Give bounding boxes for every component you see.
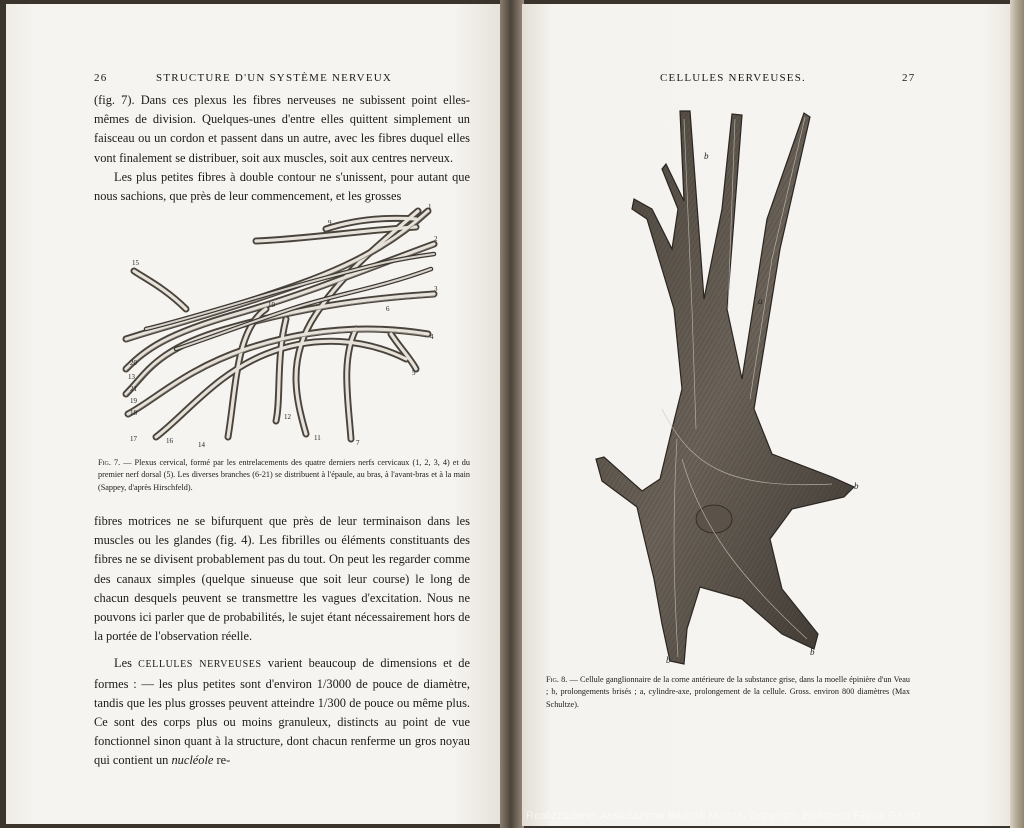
paragraph-4-start: Les <box>114 656 139 671</box>
fig7-label-9: 9 <box>328 219 332 227</box>
page-number-left: 26 <box>94 72 108 84</box>
fig8-label-b-top: b <box>704 151 709 161</box>
fig7-label-11: 11 <box>314 434 321 442</box>
fig7-label-4: 4 <box>430 333 434 341</box>
running-head-title-left: STRUCTURE D'UN SYSTÈME NERVEUX <box>156 72 393 84</box>
fig7-label-5: 5 <box>412 369 416 377</box>
fig7-label-12: 12 <box>284 413 291 421</box>
fig7-label-18: 18 <box>130 409 137 417</box>
fig8-label-b-bottom-left: b <box>666 655 671 665</box>
right-page <box>522 4 1012 826</box>
left-page <box>6 4 502 824</box>
figure-7-plexus <box>116 199 446 449</box>
figure-8-ganglion-cell <box>592 109 862 669</box>
paragraph-4-rest: varient beaucoup de dimensions et de formes : — les plus petites sont d'environ 1/3000 de pouce de diamètre, tandis que les plus grosses peuvent atteindre 1/300 de pouce ou même plus. Ce sont des corps plus ou moins granuleux, distincts au point de vue fonctionnel sinon quant à la structure, dont chacun renferme un gros noyau qui contient un <box>94 656 470 768</box>
fig8-label-b-bottom-right: b <box>810 647 815 657</box>
paragraph-4 <box>94 654 470 770</box>
paragraph-4-end: re- <box>213 753 231 768</box>
figure-7-caption-text: — Plexus cervical, formé par les entrelacements des quatre derniers nerfs cervicaux (1, 2, 3, 4) et du premier nerf dorsal (5). Les diverses branches (6-21) se distribuent à l'épaule, au bras, à l'avant-bras et à la main (Sappey, d'après Hirschfeld). <box>98 458 470 492</box>
figure-8-caption <box>546 674 910 711</box>
fig7-label-2: 2 <box>434 235 438 243</box>
paragraph-2: Les plus petites fibres à double contour ne s'unissent, pour autant que nous sachions, que près de leur commencement, et les grosses <box>94 169 470 204</box>
nerve-bundle <box>126 211 434 439</box>
figure-7-caption <box>98 457 470 494</box>
cell-body <box>596 111 854 664</box>
text-block-bottom <box>94 512 470 771</box>
fig7-label-14: 14 <box>198 441 205 449</box>
scan-credit-watermark: Realizzazione: Associazione Bibliofili Misinta. Copyright: Biblioteca Filippo Giunta <box>526 810 921 822</box>
fig7-label-21: 21 <box>130 385 137 393</box>
running-head-title-right: CELLULES NERVEUSES. <box>660 72 806 84</box>
book-gutter <box>500 0 524 828</box>
fig7-label-13: 13 <box>128 373 135 381</box>
paragraph-4-italic: nucléole <box>171 753 214 768</box>
text-block-top <box>94 91 470 206</box>
figure-8-caption-text: — Cellule ganglionnaire de la corne antérieure de la substance grise, dans la moelle épinière d'un Veau ; b, prolongements brisés ; a, cylindre-axe, prolongement de la cellule. Gross. environ 800 diamètres (Max Schultze). <box>546 675 910 709</box>
paragraph-4-smallcaps: CELLULES NERVEUSES <box>138 659 262 671</box>
fig8-label-b-right: b <box>854 481 859 491</box>
fig7-label-17: 17 <box>130 435 137 443</box>
paragraph-1: (fig. 7). Dans ces plexus les fibres nerveuses ne subissent point elles-mêmes de division. Quelques-unes d'entre elles quittent simplement un faisceau ou un cordon et passent dans un autre, avec les fibres duquel elles vont finalement se distribuer, soit aux muscles, soit aux centres nerveux. <box>94 93 470 165</box>
fig7-label-15: 15 <box>132 259 139 267</box>
fig7-label-10: 10 <box>268 301 275 309</box>
figure-7-caption-lead: Fig. 7. <box>98 458 121 467</box>
paragraph-3: fibres motrices ne se bifurquent que près de leur terminaison dans les muscles ou les glandes (fig. 4). Les fibrilles ou éléments constituants des fibres ne se divisent probablement pas du tout. On peut les regarder comme des canaux simples (quelque sinueuse que soit leur course) le long de chacun desquels peuvent se transmettre les vagues d'excitation. Nous ne pouvons ici parler que de probabilités, le sujet étant nécessairement hors de la portée de l'observation réelle. <box>94 514 470 644</box>
fig7-label-1: 1 <box>428 203 432 211</box>
page-edges <box>1010 0 1024 828</box>
fig8-label-a: a <box>758 296 763 306</box>
fig7-label-3: 3 <box>434 285 438 293</box>
figure-8-caption-lead: Fig. 8. <box>546 675 568 684</box>
page-number-right: 27 <box>902 72 916 84</box>
fig7-label-6: 6 <box>386 305 390 313</box>
fig7-label-19: 19 <box>130 397 137 405</box>
fig7-label-7: 7 <box>356 439 360 447</box>
fig7-label-20: 20 <box>130 359 137 367</box>
fig7-label-16: 16 <box>166 437 173 445</box>
